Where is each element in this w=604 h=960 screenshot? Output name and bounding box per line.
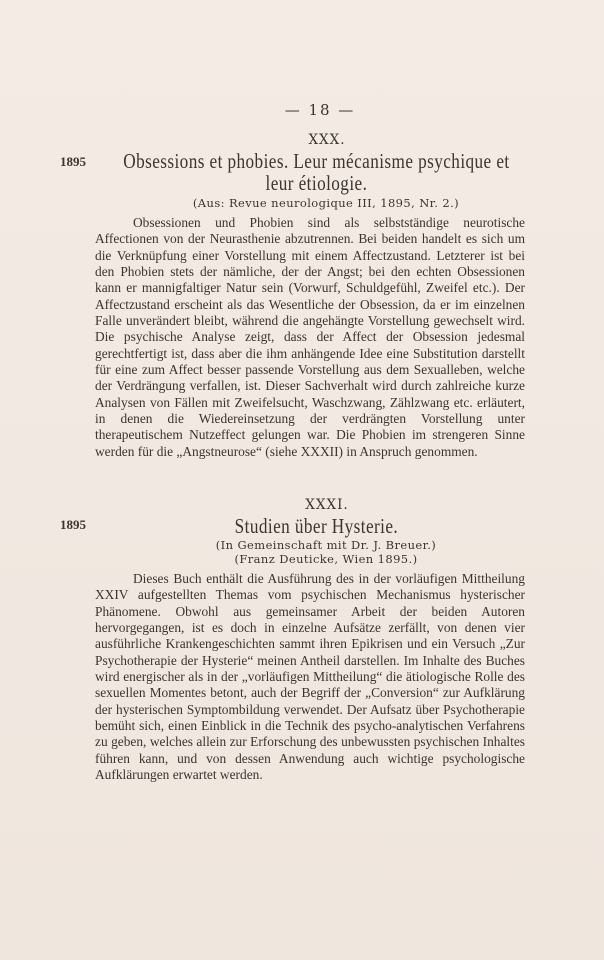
section-body: Dieses Buch enthält die Ausführung des in der vorläufigen Mittheilung XXIV aufgestellten Themas vom psychischen Mechanismus hysterischer Phänomene. Obwohl aus gemeinsamer Arbeit der beiden Autoren hervorgegangen, ist es doch in einzelne Aufsätze zerfällt, von denen vier ausführliche Krankengeschichten sammt ihren Epikrisen und ein Versuch „Zur Psychotherapie der Hysterie“ meinen Antheil darstellen. Im Inhalte des Buches wird energischer als in der „vorläufigen Mittheilung“ die ätiologische Rolle des sexuellen Momentes betont, auch der Begriff der „Conversion“ zur Aufklärung der hysterischen Symptombildung verwendet. Der Aufsatz über Psychotherapie bemüht sich, einen Einblick in die Technik des psycho-analytischen Verfahrens zu geben, welches allein zur Erforschung des unbewussten psychischen Inhaltes führen kann, und von dessen Anwendung auch wichtige psychologische Aufklärungen erwartet werden.: [95, 571, 525, 783]
section-title-line1: Obsessions et phobies. Leur mécanisme psychique et: [123, 149, 510, 173]
section-source: (Aus: Revue neurologique III, 1895, Nr. 2.): [192, 196, 460, 210]
section-title-line2: leur étiologie.: [265, 171, 368, 195]
section-subtitle: (In Gemeinschaft mit Dr. J. Breuer.): [215, 538, 437, 552]
section-year: 1895: [60, 517, 86, 532]
section-number: XXXI.: [305, 497, 349, 513]
page-number: — 18 —: [284, 101, 356, 119]
section-number: XXX.: [308, 132, 346, 148]
section-xxx: [0, 132, 604, 210]
section-xxxi: [0, 497, 604, 566]
section-source: (Franz Deuticke, Wien 1895.): [234, 552, 418, 566]
section-title-line1: Studien über Hysterie.: [234, 514, 399, 538]
section-body: Obsessionen und Phobien sind als selbstständige neurotische Affectionen von der Neurasthenie abzutrennen. Bei beiden handelt es sich um die Verknüpfung einer Vorstellung mit einem Affectzustand. Letzterer ist bei den Phobien stets der nämliche, der der Angst; bei den echten Obsessionen kann er mannigfaltiger Natur sein (Vorwurf, Schuldgefühl, Zweifel etc.). Der Affectzustand erscheint als das Wesentliche der Obsession, da er im einzelnen Falle unverändert bleibt, während die angehängte Vorstellung gewechselt wird. Die psychische Analyse zeigt, dass der Affect der Obsession jedesmal gerechtfertigt ist, dass aber die ihm anhängende Idee eine Substitution darstellt für eine zum Affect besser passende Vorstellung aus dem Sexualleben, welche der Verdrängung verfallen, ist. Dieser Sachverhalt wird durch zahlreiche kurze Analysen von Fällen mit Zweifelsucht, Waschzwang, Zählzwang etc. erläutert, in denen die Wiedereinsetzung der verdrängten Vorstellung unter therapeutischem Nutzeffect gelungen war. Die Phobien im strengeren Sinne werden für die „Angstneurose“ (siehe XXXII) in Anspruch genommen.: [95, 215, 525, 459]
section-year: 1895: [60, 154, 86, 169]
